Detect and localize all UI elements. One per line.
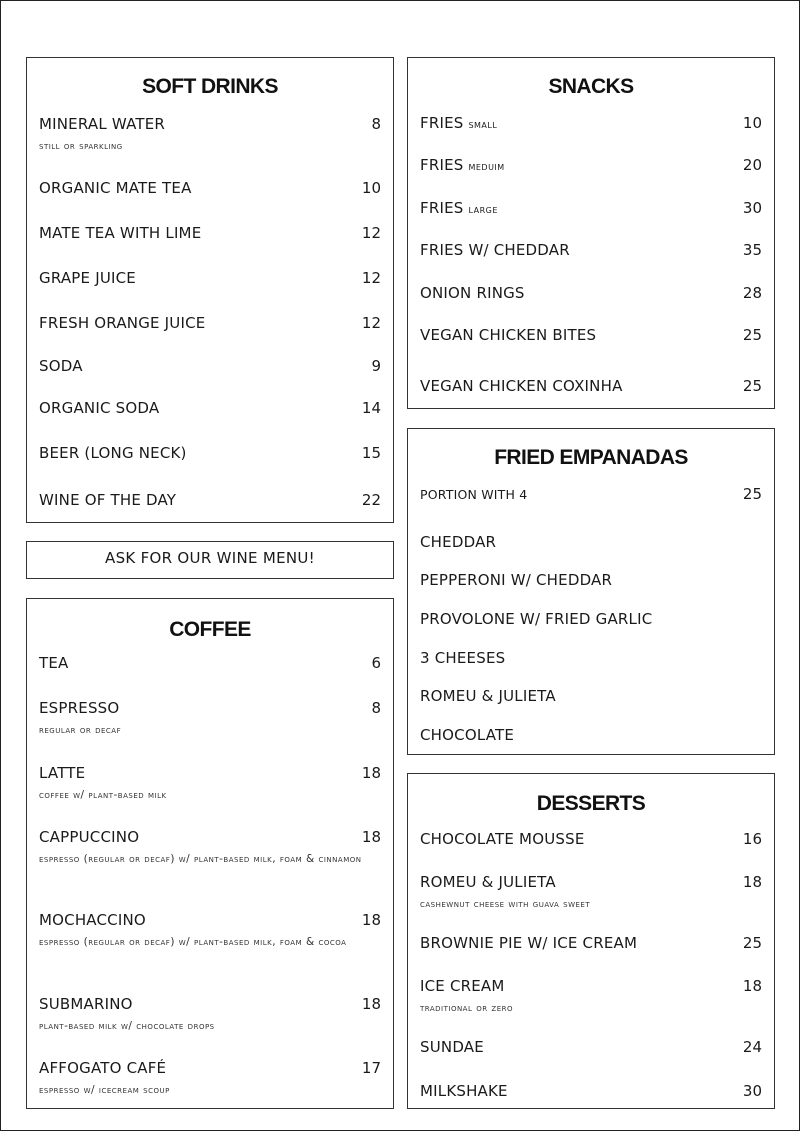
item-price: 10: [742, 114, 762, 132]
portion-label: PORTION WITH 4: [420, 487, 528, 502]
item-name: FRIES small: [420, 114, 498, 132]
item-name: MOCHACCINO: [39, 911, 146, 929]
item-price: 12: [361, 314, 381, 332]
section-title: COFFEE: [169, 618, 251, 641]
item-price: 25: [742, 377, 762, 395]
item-price: 35: [742, 241, 762, 259]
item-price: 12: [361, 224, 381, 242]
item-name: VEGAN CHICKEN BITES: [420, 326, 597, 344]
section-title: DESSERTS: [536, 792, 646, 815]
item-name: SUNDAE: [420, 1038, 484, 1056]
flavor-name: 3 CHEESES: [420, 649, 506, 667]
item-price: 25: [742, 934, 762, 952]
item-price: 18: [361, 828, 381, 846]
item-price: 18: [361, 764, 381, 782]
item-price: 8: [371, 699, 381, 717]
item-size: meduim: [468, 160, 505, 173]
item-price: 25: [742, 326, 762, 344]
item-price: 17: [361, 1059, 381, 1077]
portion-price: 25: [742, 485, 762, 503]
item-description: regular or decaf: [39, 724, 122, 736]
item-description: cashewnut cheese with guava sweet: [420, 898, 591, 910]
item-price: 20: [742, 156, 762, 174]
empanadas-section: [407, 428, 775, 755]
item-description: espresso (regular or decaf) w/ plant-based milk, foam & cinnamon: [39, 853, 362, 865]
item-name: FRIES meduim: [420, 156, 505, 174]
item-name: ONION RINGS: [420, 284, 525, 302]
section-title: SNACKS: [548, 75, 634, 98]
item-name: BROWNIE PIE W/ ICE CREAM: [420, 934, 638, 952]
flavor-name: CHEDDAR: [420, 533, 497, 551]
item-name: VEGAN CHICKEN COXINHA: [420, 377, 623, 395]
item-description: espresso w/ icecream scoup: [39, 1084, 170, 1096]
item-price: 10: [361, 179, 381, 197]
item-name: WINE OF THE DAY: [39, 491, 177, 509]
item-price: 12: [361, 269, 381, 287]
section-title: SOFT DRINKS: [142, 75, 278, 98]
item-description: coffee w/ plant-based milk: [39, 789, 167, 801]
item-price: 15: [361, 444, 381, 462]
item-name: LATTE: [39, 764, 86, 782]
item-description: espresso (regular or decaf) w/ plant-based milk, foam & cocoa: [39, 936, 347, 948]
item-name: AFFOGATO CAFÉ: [39, 1059, 167, 1077]
item-price: 16: [742, 830, 762, 848]
item-price: 22: [361, 491, 381, 509]
item-name: ICE CREAM: [420, 977, 505, 995]
item-name: CAPPUCCINO: [39, 828, 140, 846]
item-name: FRESH ORANGE JUICE: [39, 314, 206, 332]
item-price: 18: [742, 977, 762, 995]
item-name: FRIES W/ CHEDDAR: [420, 241, 570, 259]
item-name: CHOCOLATE MOUSSE: [420, 830, 585, 848]
item-size: small: [468, 118, 498, 131]
item-price: 18: [742, 873, 762, 891]
item-price: 6: [371, 654, 381, 672]
item-name: TEA: [39, 654, 69, 672]
item-price: 9: [371, 357, 381, 375]
wine-menu-note: [26, 541, 394, 579]
snacks-section: [407, 57, 775, 409]
item-name: SUBMARINO: [39, 995, 133, 1013]
item-name: ROMEU & JULIETA: [420, 873, 556, 891]
item-price: 30: [742, 1082, 762, 1100]
item-name: ESPRESSO: [39, 699, 120, 717]
item-size: large: [468, 203, 498, 216]
section-title: FRIED EMPANADAS: [494, 446, 688, 469]
item-name: ORGANIC SODA: [39, 399, 160, 417]
flavor-name: PEPPERONI W/ CHEDDAR: [420, 571, 613, 589]
item-price: 18: [361, 911, 381, 929]
item-description: plant-based milk w/ chocolate drops: [39, 1020, 215, 1032]
wine-menu-note-text: ASK FOR OUR WINE MENU!: [105, 549, 315, 567]
item-name: MILKSHAKE: [420, 1082, 508, 1100]
desserts-section: [407, 773, 775, 1109]
item-name: MINERAL WATER: [39, 115, 166, 133]
item-name: SODA: [39, 357, 83, 375]
item-name: MATE TEA WITH LIME: [39, 224, 202, 242]
flavor-name: PROVOLONE W/ FRIED GARLIC: [420, 610, 653, 628]
item-price: 14: [361, 399, 381, 417]
item-description: still or sparkling: [39, 140, 123, 152]
item-name: ORGANIC MATE TEA: [39, 179, 192, 197]
flavor-name: ROMEU & JULIETA: [420, 687, 556, 705]
item-price: 18: [361, 995, 381, 1013]
item-name: FRIES large: [420, 199, 498, 217]
item-name: BEER (LONG NECK): [39, 444, 187, 462]
item-price: 8: [371, 115, 381, 133]
item-description: traditional or zero: [420, 1002, 514, 1014]
item-price: 24: [742, 1038, 762, 1056]
item-price: 30: [742, 199, 762, 217]
soft-drinks-section: [26, 57, 394, 523]
item-name: GRAPE JUICE: [39, 269, 136, 287]
item-price: 28: [742, 284, 762, 302]
flavor-name: CHOCOLATE: [420, 726, 515, 744]
coffee-section: [26, 598, 394, 1109]
